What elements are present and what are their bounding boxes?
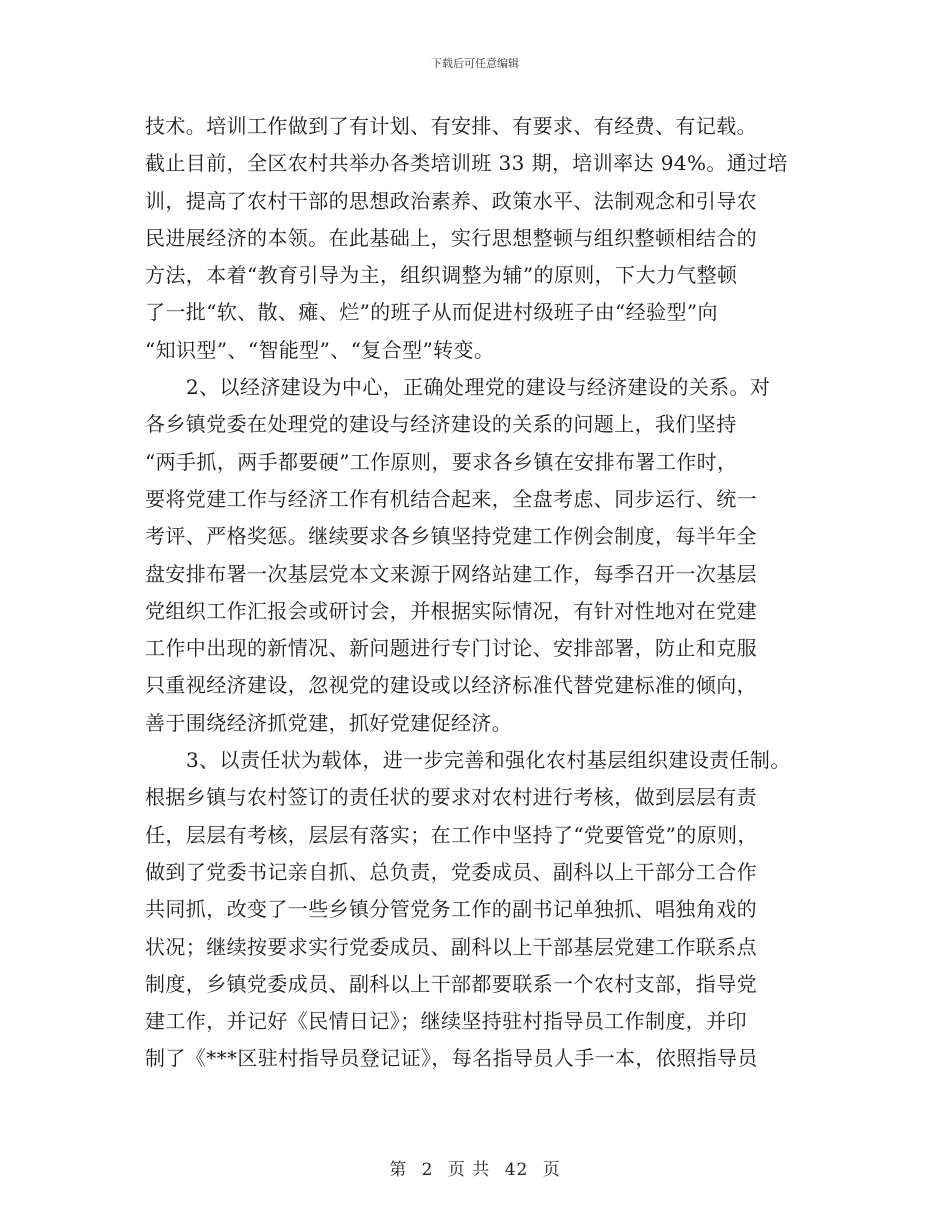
text-line: 盘安排布署一次基层党本文来源于网络站建工作，每季召开一次基层 [145,561,757,586]
footer-suffix: 页 [542,1160,561,1180]
text-line: 了一批“软、散、瘫、烂”的班子从而促进村级班子由“经验型”向 [145,300,718,325]
text-line: 工作中出现的新情况、新问题进行专门讨论、安排部署，防止和克服 [145,636,757,661]
paragraph-start-line: 2、以经济建设为中心，正确处理党的建设与经济建设的关系。对 [186,375,771,400]
footer-prefix: 第 [389,1160,408,1180]
text-line: 技术。培训工作做到了有计划、有安排、有要求、有经费、有记载。 [145,114,757,138]
text-line: “知识型”、“智能型”、“复合型”转变。 [145,337,495,362]
page-footer [0,1155,950,1180]
text-line: 方法，本着“教育引导为主，组织调整为辅”的原则，下大力气整顿 [145,263,738,288]
text-line: 善于围绕经济抓党建，抓好党建促经济。 [145,710,513,735]
footer-middle: 页 共 [447,1160,491,1180]
header-note: 下载后可任意编辑 [431,57,519,70]
text-line: 截止目前，全区农村共举办各类培训班 33 期，培训率达 94%。通过培 [145,151,788,176]
current-page-number: 2 [421,1160,434,1180]
text-line: “两手抓，两手都要硬”工作原则，要求各乡镇在安排布署工作时， [145,449,738,474]
text-line: 要将党建工作与经济工作有机结合起来，全盘考虑、同步运行、统一 [145,486,757,511]
text-line: 共同抓，改变了一些乡镇分管党务工作的副书记单独抓、唱独角戏的 [145,897,757,922]
text-line: 党组织工作汇报会或研讨会，并根据实际情况，有针对性地对在党建 [145,598,757,623]
text-line: 民进展经济的本领。在此基础上，实行思想整顿与组织整顿相结合的 [145,225,757,250]
text-line: 状况；继续按要求实行党委成员、副科以上干部基层党建工作联系点 [145,934,757,959]
text-line: 建工作，并记好《民情日记》；继续坚持驻村指导员工作制度，并印 [145,1009,747,1034]
text-line: 制度，乡镇党委成员、副科以上干部都要联系一个农村支部，指导党 [145,971,757,996]
text-line: 根据乡镇与农村签订的责任状的要求对农村进行考核，做到层层有责 [145,785,757,810]
text-line: 训，提高了农村干部的思想政治素养、政策水平、法制观念和引导农 [145,188,757,213]
total-pages: 42 [504,1160,529,1180]
text-line: 任，层层有考核，层层有落实；在工作中坚持了“党要管党”的原则， [145,822,758,847]
text-line: 各乡镇党委在处理党的建设与经济建设的关系的问题上，我们坚持 [145,412,737,437]
text-line: 只重视经济建设，忽视党的建设或以经济标准代替党建标准的倾向， [145,673,757,698]
paragraph-start-line: 3、以责任状为载体，进一步完善和强化农村基层组织建设责任制。 [186,748,791,773]
document-body [145,108,825,1078]
text-line: 考评、严格奖惩。继续要求各乡镇坚持党建工作例会制度，每半年全 [145,524,757,549]
text-line: 制了《***区驻村指导员登记证》，每名指导员人手一本，依照指导员 [145,1046,758,1071]
text-line: 做到了党委书记亲自抓、总负责，党委成员、副科以上干部分工合作 [145,859,757,884]
